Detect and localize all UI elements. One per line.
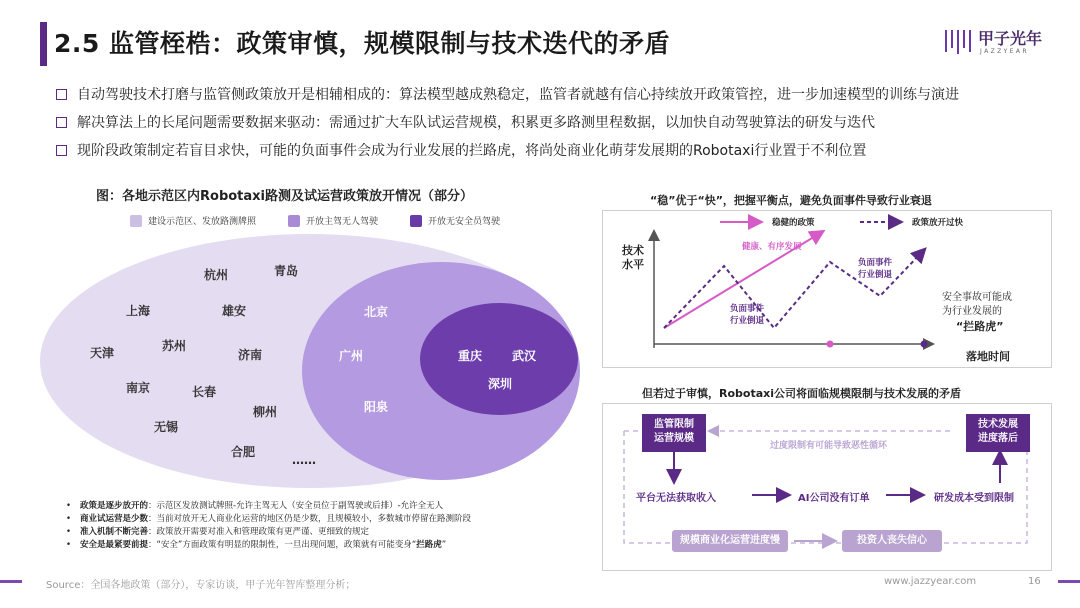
right-bottom-title: 但若过于审慎，Robotaxi公司将面临规模限制与技术发展的矛盾 [642,387,962,400]
safety-note-emphasis: “拦路虎” [956,320,1004,333]
negative-event-label: 负面事件 [730,304,765,314]
bullet-list [56,80,1056,164]
y-axis-label: 水平 [622,258,644,271]
city-label: 南京 [126,381,151,395]
bullet-item: 解决算法上的长尾问题需要数据来驱动：需通过扩大车队试运营规模，积累更多路测里程数据，以加快自动驾驶算法的研发与迭代 [56,108,1056,136]
figure-notes [66,500,471,552]
loop-label: 过度限制有可能导致恶性循环 [770,441,888,451]
investor-confidence-pill: 投资人丧失信心 [842,530,942,552]
city-label: 杭州 [204,268,229,282]
city-label: 青岛 [274,264,299,278]
logo-text: 甲子光年 [978,29,1043,48]
city-label: 广州 [339,349,364,363]
y-axis-label: 技术 [622,244,644,257]
bullet-item: 自动驾驶技术打磨与监管侧政策放开是相辅相成的：算法模型越成熟稳定，监管者就越有信心持续放开政策管控，进一步加速模型的训练与演进 [56,80,1056,108]
tech-lag-box: 技术发展进度落后 [966,414,1030,452]
title-accent-bar [40,22,47,66]
slow-commercialization-pill: 规模商业化运营进度慢 [672,530,788,552]
regulation-limit-box: 监管限制运营规模 [642,414,706,452]
note-item: • 政策是逐步放开的：示范区发放测试牌照-允许主驾无人（安全员位于副驾驶或后排）-允许全无人 [66,501,444,511]
legend-item: 开放主驾无人驾驶 [288,214,378,227]
negative-event-label: 行业倒退 [858,270,893,280]
city-label: 无锡 [154,420,179,434]
figure-title: 图：各地示范区内Robotaxi路测及试运营政策放开情况（部分） [96,189,474,204]
square-bullet-icon [56,145,67,156]
negative-event-label: 负面事件 [858,258,893,268]
legend-item: 开放无安全员驾驶 [410,214,500,227]
x-axis-label: 落地时间 [966,350,1010,363]
city-label: 苏州 [162,339,187,353]
note-item: • 安全是最紧要前提：“安全”方面政策有明显的限制性，一旦出现问题，政策就有可能变身“拦路虎” [66,540,447,550]
legend-swatch [288,215,300,227]
x-axis-marker [921,341,928,348]
safety-note: 安全事故可能成 [942,292,1012,303]
website-link[interactable]: www.jazzyear.com [884,576,977,587]
city-label: 合肥 [231,445,256,459]
negative-event-label: 行业倒退 [730,316,765,326]
city-label: …… [292,453,316,467]
legend-swatch [410,215,422,227]
city-label: 济南 [238,348,263,362]
flow-step: 平台无法获取收入 [636,493,716,504]
city-label: 雄安 [222,304,247,318]
city-label: 天津 [90,346,115,360]
city-label: 重庆 [458,349,483,363]
note-item: • 准入机制不断完善：政策放开需要对准入和管理政策有更严谨、更细致的规定 [66,527,370,537]
city-label: 长春 [192,385,217,399]
jazzyear-logo-icon [942,26,972,56]
legend-item: 建设示范区、发放路测牌照 [130,214,256,227]
page-title: 2.5 监管桎梏：政策审慎，规模限制与技术迭代的矛盾 [54,29,670,58]
flow-step: 研发成本受到限制 [934,493,1014,504]
right-top-title: “稳”优于“快”，把握平衡点，避免负面事件导致行业衰退 [650,194,932,207]
city-label: 阳泉 [364,400,389,414]
note-item: • 商业试运营是少数：当前对放开无人商业化运营的地区仍是少数，且规模较小，多数城市停留在路测阶段 [66,514,472,524]
flow-step: AI公司没有订单 [798,493,870,504]
inner-ellipse [420,303,578,415]
safety-note: 为行业发展的 [942,306,1002,317]
footer-accent-left [0,580,22,583]
legend-fast-label: 政策放开过快 [912,218,964,228]
city-label: 武汉 [512,349,537,363]
bullet-item: 现阶段政策制定若盲目求快，可能的负面事件会成为行业发展的拦路虎，将尚处商业化萌芽发展期的Robotaxi行业置于不利位置 [56,136,1056,164]
figure-legend [130,214,532,227]
legend-steady-label: 稳健的政策 [772,218,815,228]
page-number: 16 [1028,576,1041,587]
source-note: Source：全国各地政策（部分），专家访谈，甲子光年智库整理分析； [46,580,356,591]
square-bullet-icon [56,89,67,100]
city-label: 北京 [364,305,389,319]
city-label: 深圳 [488,377,513,391]
logo-subtext: JAZZYEAR [980,48,1029,55]
healthy-label: 健康、有序发展 [742,242,802,252]
legend-swatch [130,215,142,227]
x-axis-marker [827,341,834,348]
footer-accent-right [1058,580,1080,583]
square-bullet-icon [56,117,67,128]
city-label: 上海 [126,304,151,318]
city-label: 柳州 [253,405,278,419]
